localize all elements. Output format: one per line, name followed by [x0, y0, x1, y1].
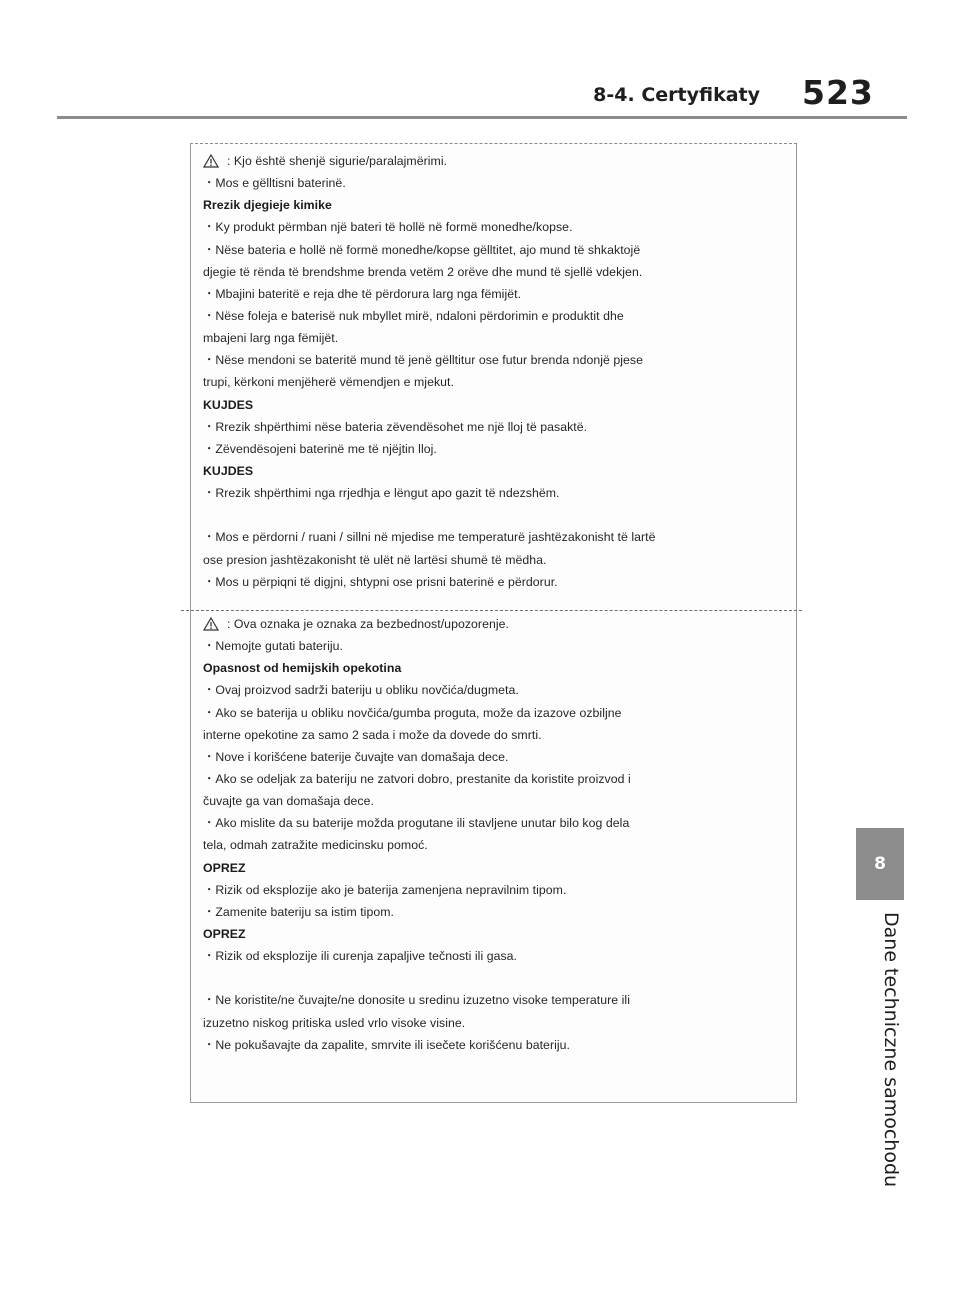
- albanian-line: ・Mos u përpiqni të digjni, shtypni ose prisni baterinë e përdorur.: [203, 574, 558, 589]
- albanian-line: ose presion jashtëzakonisht të ulët në lartësi shumë të mëdha.: [203, 552, 547, 567]
- warning-triangle-icon: [203, 617, 219, 631]
- albanian-heading: Rrezik djegieje kimike: [203, 198, 332, 213]
- serbian-safety-line: [203, 613, 782, 635]
- albanian-line: ・Ky produkt përmban një bateri të hollë në formë monedhe/kopse.: [203, 220, 573, 235]
- serbian-line: ・Rizik od eksplozije ili curenja zapaljive tečnosti ili gasa.: [203, 949, 518, 964]
- albanian-caution-heading: KUJDES: [203, 463, 254, 478]
- chapter-tab: [856, 828, 904, 900]
- albanian-warning-block: [203, 150, 782, 593]
- serbian-warning-block: [203, 613, 782, 1056]
- serbian-line: ・Ne koristite/ne čuvajte/ne donosite u sredinu izuzetno visoke temperature ili: [203, 993, 630, 1008]
- serbian-blank-line: [203, 967, 782, 989]
- section-title: 8-4. Certyfikaty: [593, 84, 760, 106]
- albanian-caution-heading: KUJDES: [203, 397, 254, 412]
- chapter-number: 8: [874, 854, 886, 874]
- serbian-line: ・Ako se odeljak za bateriju ne zatvori dobro, prestanite da koristite proizvod i: [203, 771, 631, 786]
- serbian-safety-text: : Ova oznaka je oznaka za bezbednost/upozorenje.: [227, 617, 509, 631]
- albanian-safety-line: [203, 150, 782, 172]
- albanian-line: ・Rrezik shpërthimi nga rrjedhja e lëngut apo gazit të ndezshëm.: [203, 486, 560, 501]
- serbian-line: ・Zamenite bateriju sa istim tipom.: [203, 904, 394, 919]
- page-number: 523: [802, 73, 874, 112]
- serbian-caution-heading: OPREZ: [203, 860, 246, 875]
- albanian-line: ・Nëse foleja e baterisë nuk mbyllet mirë, ndaloni përdorimin e produktit dhe: [203, 308, 624, 323]
- warning-triangle-icon: [203, 154, 219, 168]
- section-divider: [181, 610, 802, 611]
- serbian-heading: Opasnost od hemijskih opekotina: [203, 661, 402, 676]
- serbian-line: ・Ne pokušavajte da zapalite, smrvite ili isečete korišćenu bateriju.: [203, 1037, 571, 1052]
- albanian-line: djegie të rënda të brendshme brenda vetëm 2 orëve dhe mund të sjellë vdekjen.: [203, 264, 643, 279]
- albanian-blank-line: [203, 504, 782, 526]
- serbian-line: interne opekotine za samo 2 sada i može da dovede do smrti.: [203, 727, 542, 742]
- serbian-line: ・Ovaj proizvod sadrži bateriju u obliku novčića/dugmeta.: [203, 683, 519, 698]
- albanian-line: ・Mbajini bateritë e reja dhe të përdorura larg nga fëmijët.: [203, 286, 522, 301]
- albanian-line: trupi, kërkoni menjëherë vëmendjen e mjekut.: [203, 375, 454, 390]
- battery-warning-notice: [190, 143, 797, 1103]
- serbian-line: tela, odmah zatražite medicinsku pomoć.: [203, 838, 428, 853]
- serbian-line: čuvajte ga van domašaja dece.: [203, 794, 374, 809]
- albanian-safety-text: : Kjo është shenjë sigurie/paralajmërimi.: [227, 154, 448, 168]
- albanian-line: ・Rrezik shpërthimi nëse bateria zëvendësohet me një lloj të pasaktë.: [203, 419, 588, 434]
- header-rule: [57, 116, 907, 119]
- serbian-line: ・Rizik od eksplozije ako je baterija zamenjena nepravilnim tipom.: [203, 882, 567, 897]
- serbian-caution-heading: OPREZ: [203, 926, 246, 941]
- serbian-line: ・Ako se baterija u obliku novčića/gumba proguta, može da izazove ozbiljne: [203, 705, 622, 720]
- serbian-line: ・Nemojte gutati bateriju.: [203, 639, 343, 654]
- albanian-line: ・Nëse bateria e hollë në formë monedhe/kopse gëlltitet, ajo mund të shkaktojë: [203, 242, 641, 257]
- albanian-line: mbajeni larg nga fëmijët.: [203, 331, 339, 346]
- albanian-line: ・Mos e përdorni / ruani / sillni në mjedise me temperaturë jashtëzakonisht të lartë: [203, 530, 656, 545]
- serbian-line: ・Nove i korišćene baterije čuvajte van domašaja dece.: [203, 749, 509, 764]
- albanian-line: ・Zëvendësojeni baterinë me të njëjtin lloj.: [203, 441, 437, 456]
- albanian-line: ・Nëse mendoni se bateritë mund të jenë gëlltitur ose futur brenda ndonjë pjese: [203, 353, 644, 368]
- albanian-line: ・Mos e gëlltisni baterinë.: [203, 176, 346, 191]
- chapter-title: Dane techniczne samochodu: [880, 912, 902, 1188]
- serbian-line: ・Ako mislite da su baterije možda progutane ili stavljene unutar bilo kog dela: [203, 816, 630, 831]
- serbian-line: izuzetno niskog pritiska usled vrlo visoke visine.: [203, 1015, 466, 1030]
